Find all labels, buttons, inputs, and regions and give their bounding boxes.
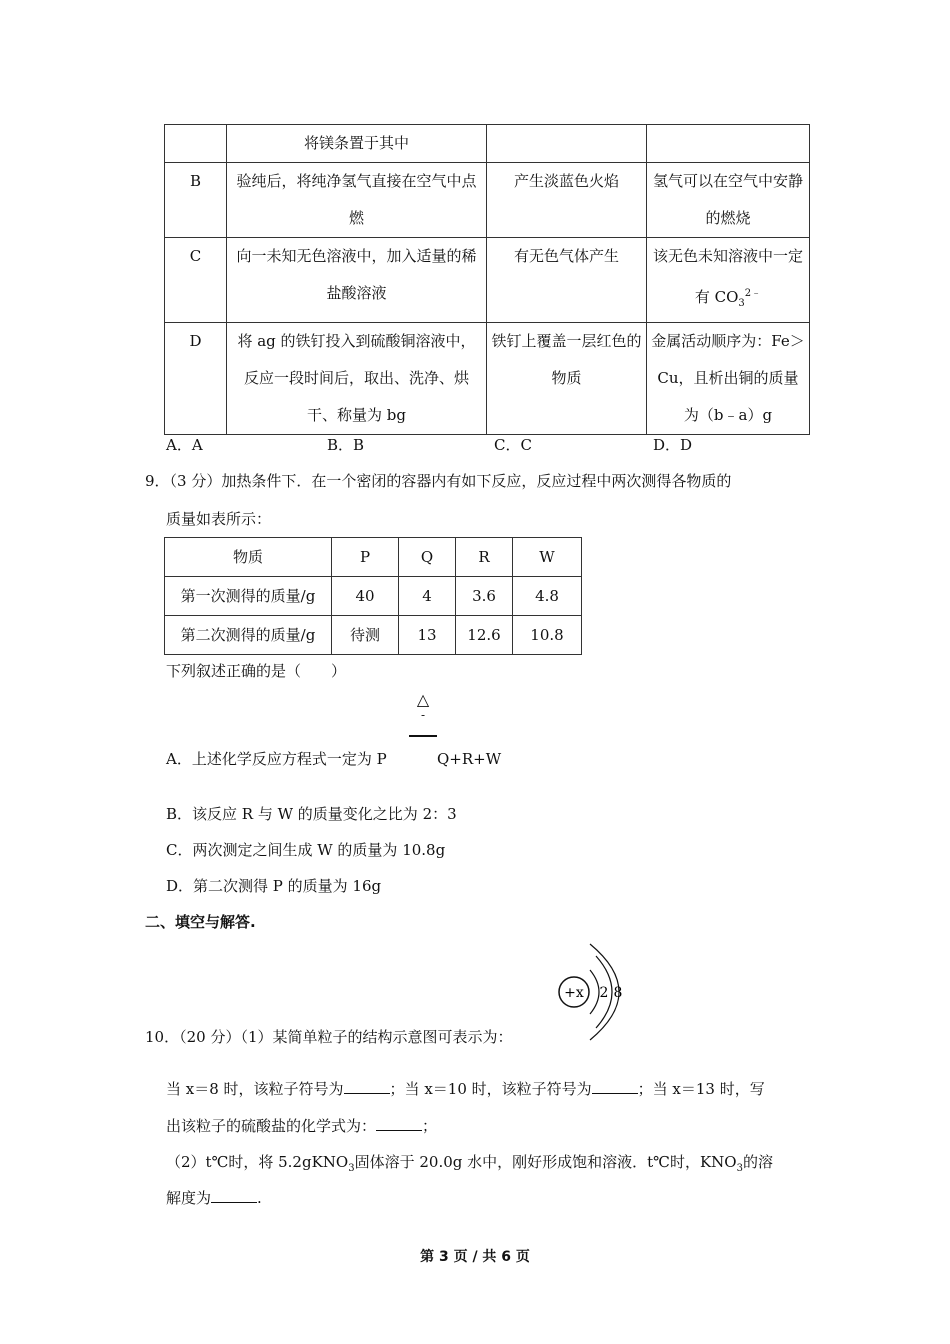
q9-option-a-suffix: Q+R+W bbox=[437, 750, 502, 768]
conclusion-cell bbox=[647, 238, 810, 323]
table-cell: 3.6 bbox=[456, 577, 513, 616]
table-row bbox=[165, 125, 810, 163]
header-cell: W bbox=[513, 538, 582, 577]
table-cell: 40 bbox=[332, 577, 399, 616]
q9-option-b: B．该反应 R 与 W 的质量变化之比为 2：3 bbox=[166, 805, 457, 823]
q9-option-a-prefix: A．上述化学反应方程式一定为 P bbox=[166, 750, 387, 768]
q10-line3 bbox=[166, 1151, 773, 1174]
page-footer: 第 3 页 / 共 6 页 bbox=[420, 1249, 530, 1265]
heat-triangle-icon: △ bbox=[416, 690, 430, 709]
q10-line1-text: 当 x＝8 时，该粒子符号为 bbox=[166, 1080, 344, 1098]
conclusion-text: 该无色未知溶液中一定有 CO bbox=[652, 247, 803, 306]
q10-line4 bbox=[166, 1187, 262, 1208]
nucleus-charge: +x bbox=[564, 985, 584, 1001]
q8-option-d: D．D bbox=[653, 436, 693, 454]
electron-shell-arc-1 bbox=[590, 970, 599, 1014]
phenomenon-cell: 有无色气体产生 bbox=[487, 238, 647, 323]
phenomenon-cell bbox=[487, 125, 647, 163]
header-cell: P bbox=[332, 538, 399, 577]
q10-line4-text: 解度为 bbox=[166, 1189, 212, 1207]
answer-blank[interactable] bbox=[211, 1187, 257, 1203]
table-header-row bbox=[165, 538, 582, 577]
conclusion-cell: 金属活动顺序为：Fe＞Cu，且析出铜的质量为（b﹣a）g bbox=[647, 323, 810, 435]
mass-table bbox=[164, 537, 582, 655]
section-title: 二、填空与解答. bbox=[145, 913, 256, 931]
table-cell: 第二次测得的质量/g bbox=[165, 616, 332, 655]
q10-line1-text: ；当 x＝10 时，该粒子符号为 bbox=[389, 1080, 592, 1098]
subscript: 3 bbox=[738, 298, 745, 309]
answer-blank[interactable] bbox=[344, 1078, 390, 1094]
operation-cell: 向一未知无色溶液中，加入适量的稀盐酸溶液 bbox=[227, 238, 487, 323]
q9-option-d: D．第二次测得 P 的质量为 16g bbox=[166, 877, 382, 895]
table-row bbox=[165, 323, 810, 435]
answer-blank[interactable] bbox=[376, 1115, 422, 1131]
phenomenon-cell: 产生淡蓝色火焰 bbox=[487, 163, 647, 238]
row-label bbox=[165, 125, 227, 163]
table-cell: 4.8 bbox=[513, 577, 582, 616]
table-cell: 10.8 bbox=[513, 616, 582, 655]
q8-option-a: A．A bbox=[166, 436, 203, 454]
subscript: 3 bbox=[736, 1163, 743, 1174]
phenomenon-cell: 铁钉上覆盖一层红色的物质 bbox=[487, 323, 647, 435]
q10-line2-text: ； bbox=[422, 1117, 438, 1135]
heat-dash: - bbox=[420, 708, 426, 722]
q10-stem: 10．（20 分）（1）某简单粒子的结构示意图可表示为： bbox=[145, 1028, 513, 1046]
table-cell: 第一次测得的质量/g bbox=[165, 577, 332, 616]
row-label: B bbox=[165, 163, 227, 238]
q10-line1-text: ；当 x＝13 时，写 bbox=[637, 1080, 765, 1098]
shell1-electrons: 2 bbox=[599, 985, 609, 1001]
q10-line1 bbox=[166, 1078, 765, 1099]
q10-line2-text: 出该粒子的硫酸盐的化学式为： bbox=[166, 1117, 377, 1135]
atom-structure-diagram bbox=[552, 938, 634, 1044]
table-row bbox=[165, 163, 810, 238]
operation-cell: 验纯后，将纯净氢气直接在空气中点燃 bbox=[227, 163, 487, 238]
shell2-electrons: 8 bbox=[613, 985, 623, 1001]
operation-cell: 将镁条置于其中 bbox=[227, 125, 487, 163]
table-cell: 待测 bbox=[332, 616, 399, 655]
q9-prompt: 下列叙述正确的是（ ） bbox=[166, 662, 347, 680]
row-label: C bbox=[165, 238, 227, 323]
q9-option-c: C．两次测定之间生成 W 的质量为 10.8g bbox=[166, 841, 446, 859]
q10-line3-text: （2）t℃时，将 5.2gKNO bbox=[166, 1153, 349, 1171]
q10-line4-text: . bbox=[257, 1189, 262, 1207]
superscript: 2﹣ bbox=[744, 288, 762, 299]
table-cell: 4 bbox=[399, 577, 456, 616]
conclusion-cell bbox=[647, 125, 810, 163]
q9-stem-line1: 9．（3 分）加热条件下．在一个密闭的容器内有如下反应，反应过程中两次测得各物质的 bbox=[145, 472, 732, 490]
q10-line2 bbox=[166, 1115, 437, 1136]
experiment-table bbox=[164, 124, 810, 435]
q8-option-c: C．C bbox=[494, 436, 532, 454]
conclusion-cell: 氢气可以在空气中安静的燃烧 bbox=[647, 163, 810, 238]
header-cell: R bbox=[456, 538, 513, 577]
q10-line3-text: 固体溶于 20.0g 水中，刚好形成饱和溶液．t℃时，KNO bbox=[354, 1153, 737, 1171]
answer-blank[interactable] bbox=[592, 1078, 638, 1094]
table-cell: 13 bbox=[399, 616, 456, 655]
q10-line3-text: 的溶 bbox=[742, 1153, 773, 1171]
table-cell: 12.6 bbox=[456, 616, 513, 655]
table-row bbox=[165, 238, 810, 323]
row-label: D bbox=[165, 323, 227, 435]
reaction-arrow-line bbox=[409, 735, 437, 737]
subscript: 3 bbox=[348, 1163, 355, 1174]
table-row bbox=[165, 616, 582, 655]
q8-option-b: B．B bbox=[327, 436, 365, 454]
header-cell: Q bbox=[399, 538, 456, 577]
q9-stem-line2: 质量如表所示： bbox=[166, 510, 272, 528]
header-cell: 物质 bbox=[165, 538, 332, 577]
table-row bbox=[165, 577, 582, 616]
operation-cell: 将 ag 的铁钉投入到硫酸铜溶液中，反应一段时间后，取出、洗净、烘干、称量为 bg bbox=[227, 323, 487, 435]
